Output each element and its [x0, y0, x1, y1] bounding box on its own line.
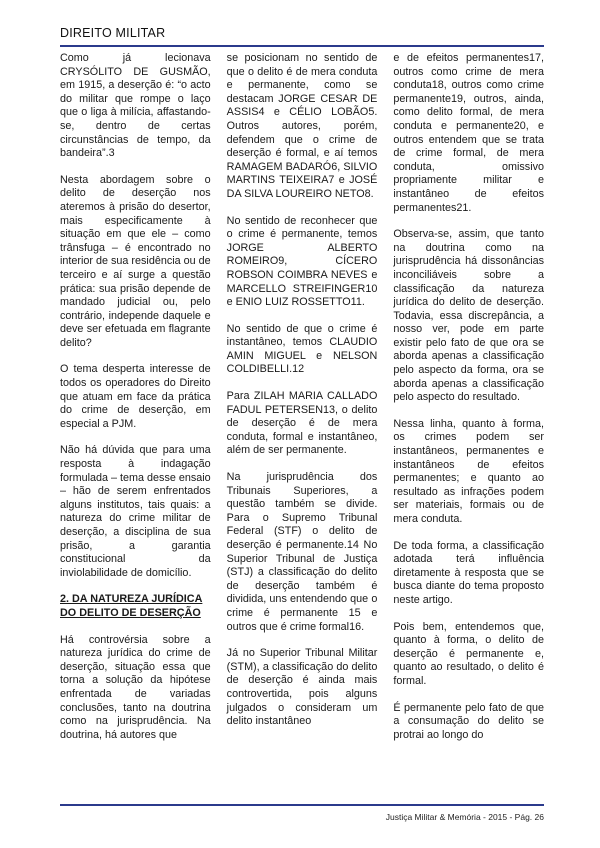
article-body — [60, 52, 544, 797]
paragraph: Já no Superior Tribunal Militar (STM), a classificação do delito de deserção é ainda mais controvertida, pois alguns julgados o consideram um delito instantâneo — [226, 647, 378, 728]
paragraph: Há controvérsia sobre a natureza jurídica do crime de deserção, situação essa que torna a solução da hipótese enfrentada de variadas conclusões, tanto na doutrina como na jurisprudência. Na doutrina, há autores que — [60, 633, 211, 741]
footer-rule — [60, 804, 544, 806]
paragraph: No sentido de que o crime é instantâneo, temos CLAUDIO AMIN MIGUEL e NELSON COLDIBELLI.12 — [226, 322, 378, 376]
paragraph: Não há dúvida que para uma resposta à indagação formulada – tema desse ensaio – hão de serem enfrentados alguns institutos, tais quais: a natureza do crime militar de deserção, a disciplina de sua prisão, a garantia constitucional da inviolabilidade de domicílio. — [60, 444, 211, 579]
paragraph: O tema desperta interesse de todos os operadores do Direito que atuam em face da prática do crime de deserção, em especial a PJM. — [60, 363, 211, 430]
paragraph: Pois bem, entendemos que, quanto à forma, o delito de deserção é permanente e, quanto ao resultado, o delito é formal. — [393, 620, 545, 687]
column-3 — [393, 52, 544, 797]
paragraph: Como já lecionava CRYSÓLITO DE GUSMÃO, em 1915, a deserção é: “o acto do militar que rompe o laço que o liga à milícia, affastando-se, dentro de certas circunstâncias de tempo, da bandeira”.3 — [60, 52, 211, 160]
paragraph: De toda forma, a classificação adotada terá influência diretamente à resposta que se busca diante do tema proposto neste artigo. — [393, 539, 545, 606]
header-rule — [60, 45, 544, 47]
section-title: DIREITO MILITAR — [60, 26, 166, 40]
paragraph: No sentido de reconhecer que o crime é permanente, temos JORGE ALBERTO ROMEIRO9, CÍCERO ROBSON COIMBRA NEVES e MARCELLO STREIFINGER10 e ENIO LUIZ ROSSETTO11. — [226, 214, 378, 309]
paragraph: Observa-se, assim, que tanto na doutrina como na jurisprudência há dissonâncias inconciliáveis sobre a classificação da natureza jurídica do delito de deserção. Todavia, essa discrepância, a nosso ver, pode em parte existir pelo fato de que ora se aborda apenas a classificação pelo aspecto da forma, ora se aborda apenas a classificação pelo aspecto do resultado. — [393, 228, 545, 404]
column-1 — [60, 52, 211, 797]
section-heading: 2. DA NATUREZA JURÍDICA DO DELITO DE DESERÇÃO — [60, 593, 203, 619]
paragraph: É permanente pelo fato de que a consumação do delito se protrai ao longo do — [393, 701, 545, 741]
paragraph: Para ZILAH MARIA CALLADO FADUL PETERSEN13, o delito de deserção é de mera conduta, formal e instantâneo, além de ser permanente. — [226, 390, 378, 457]
paragraph: e de efeitos permanentes17, outros como crime de mera conduta18, outros como crime permanente19, outros, ainda, como delito formal, de mera conduta e permanente20, e outros entendem que se trata de crime formal, de mera conduta, omissivo propriamente militar e instantâneo de efeitos permanentes21. — [393, 52, 545, 214]
column-2 — [227, 52, 378, 797]
paragraph: se posicionam no sentido de que o delito é de mera conduta e permanente, como se destacam JORGE CESAR DE ASSIS4 e CÉLIO LOBÃO5. Outros autores, porém, defendem que o crime de deserção é formal, e aí temos RAMAGEM BADARÓ6, SILVIO MARTINS TEIXEIRA7 e JOSÉ DA SILVA LOUREIRO NETO8. — [226, 52, 378, 200]
paragraph: Nesta abordagem sobre o delito de deserção nos ateremos à prisão do desertor, mais especificamente à situação em que ele – como trânsfuga – é encontrado no interior de sua residência ou de terceiro e aí surge a questão prática: sua prisão depende de mandado judicial ou, pelo contrário, independe daquele e deve ser efetuada em flagrante delito? — [60, 173, 211, 349]
paragraph: Na jurisprudência dos Tribunais Superiores, a questão também se divide. Para o Supremo Tribunal Federal (STF) o delito de deserção é permanente.14 No Superior Tribunal de Justiça (STJ) a classificação do delito de deserção também é dividida, uns entendendo que o crime é permanente 15 e outros que é crime formal16. — [226, 471, 378, 633]
paragraph: Nessa linha, quanto à forma, os crimes podem ser instantâneos, permanentes e instantâneos de efeitos permanentes; e quanto ao resultado as infrações podem ser materiais, formais ou de mera conduta. — [393, 417, 545, 525]
page-footer: Justiça Militar & Memória - 2015 - Pág. 26 — [385, 812, 544, 822]
